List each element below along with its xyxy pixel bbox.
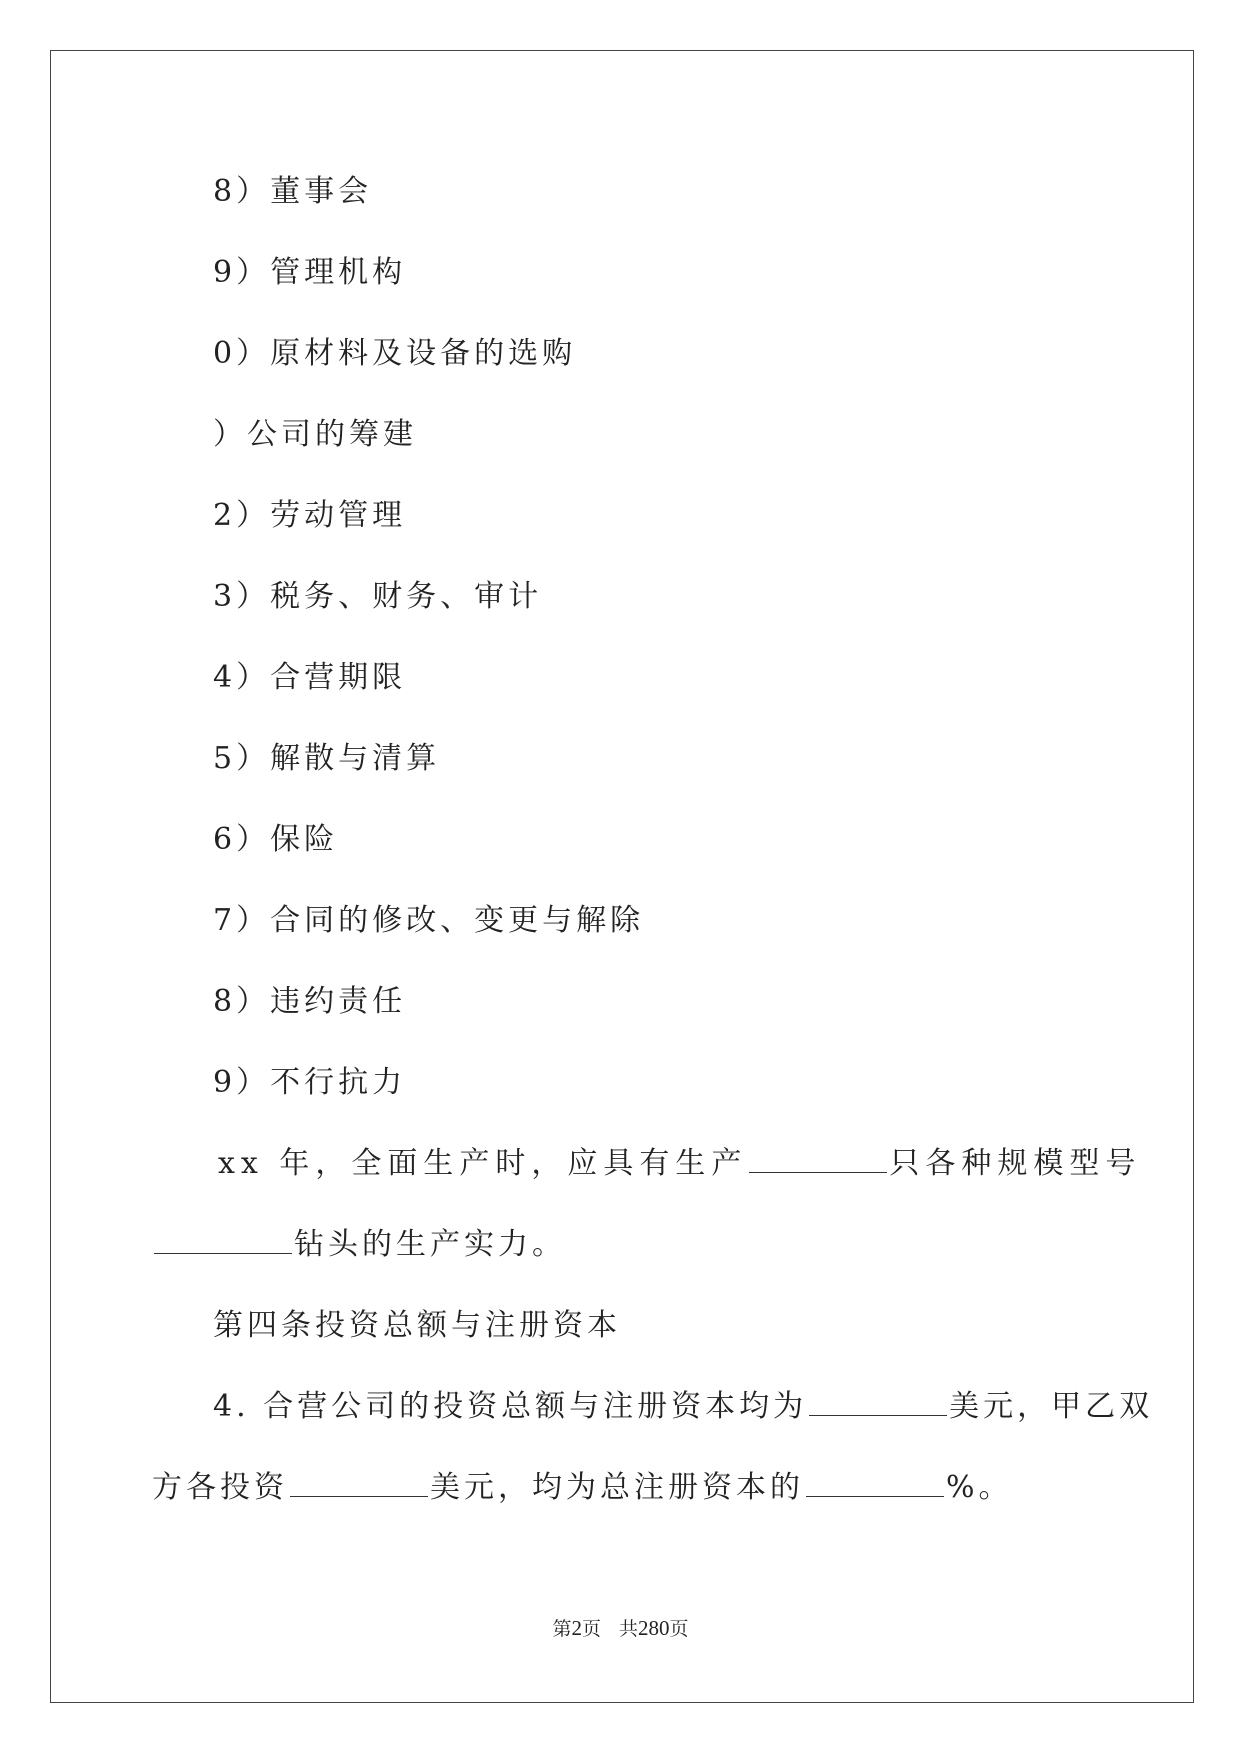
paragraph-production-line1: [218, 1144, 1141, 1184]
footer-page-number: 2: [571, 1616, 582, 1640]
paragraph-text: %。: [946, 1470, 1013, 1505]
paragraph-text: 钻头的生产实力。: [294, 1227, 566, 1262]
footer-total-pages: 280: [638, 1616, 670, 1640]
paragraph-text: 美元，均为总注册资本的: [430, 1470, 804, 1505]
list-item: 9）管理机构: [213, 255, 407, 290]
section-heading: 第四条投资总额与注册资本: [213, 1308, 621, 1343]
fill-in-blank: [749, 1146, 887, 1173]
fill-in-blank: [806, 1470, 944, 1497]
list-item: 6）保险: [213, 822, 339, 857]
list-item: 8）董事会: [213, 174, 373, 209]
footer-total-prefix: 共: [619, 1618, 639, 1640]
paragraph-investment-line1: [213, 1387, 1153, 1427]
paragraph-production-line2: [152, 1225, 566, 1265]
footer-page-prefix: 第: [552, 1618, 572, 1640]
list-item: 5）解散与清算: [213, 741, 441, 776]
list-item: 2）劳动管理: [213, 498, 407, 533]
list-item: 9）不行抗力: [213, 1065, 407, 1100]
fill-in-blank: [809, 1389, 947, 1416]
paragraph-investment-line2: [152, 1468, 1013, 1508]
list-item: 4）合营期限: [213, 660, 407, 695]
list-item: ）公司的筹建: [213, 417, 417, 452]
paragraph-text: 方各投资: [152, 1470, 288, 1505]
list-item: 7）合同的修改、变更与解除: [213, 903, 645, 938]
page-footer: [0, 1614, 1241, 1641]
list-item: 8）违约责任: [213, 984, 407, 1019]
fill-in-blank: [290, 1470, 428, 1497]
fill-in-blank: [154, 1227, 292, 1254]
list-item: 0）原材料及设备的选购: [213, 336, 577, 371]
page-border: [50, 50, 1194, 1703]
paragraph-text: 美元，甲乙双: [949, 1389, 1154, 1424]
paragraph-text: 4. 合营公司的投资总额与注册资本均为: [213, 1389, 808, 1424]
footer-page-suffix: 页: [581, 1618, 601, 1640]
footer-total-suffix: 页: [669, 1618, 689, 1640]
paragraph-text: xx 年，全面生产时，应具有生产: [218, 1146, 748, 1181]
paragraph-text: 只各种规模型号: [889, 1146, 1142, 1181]
list-item: 3）税务、财务、审计: [213, 579, 543, 614]
